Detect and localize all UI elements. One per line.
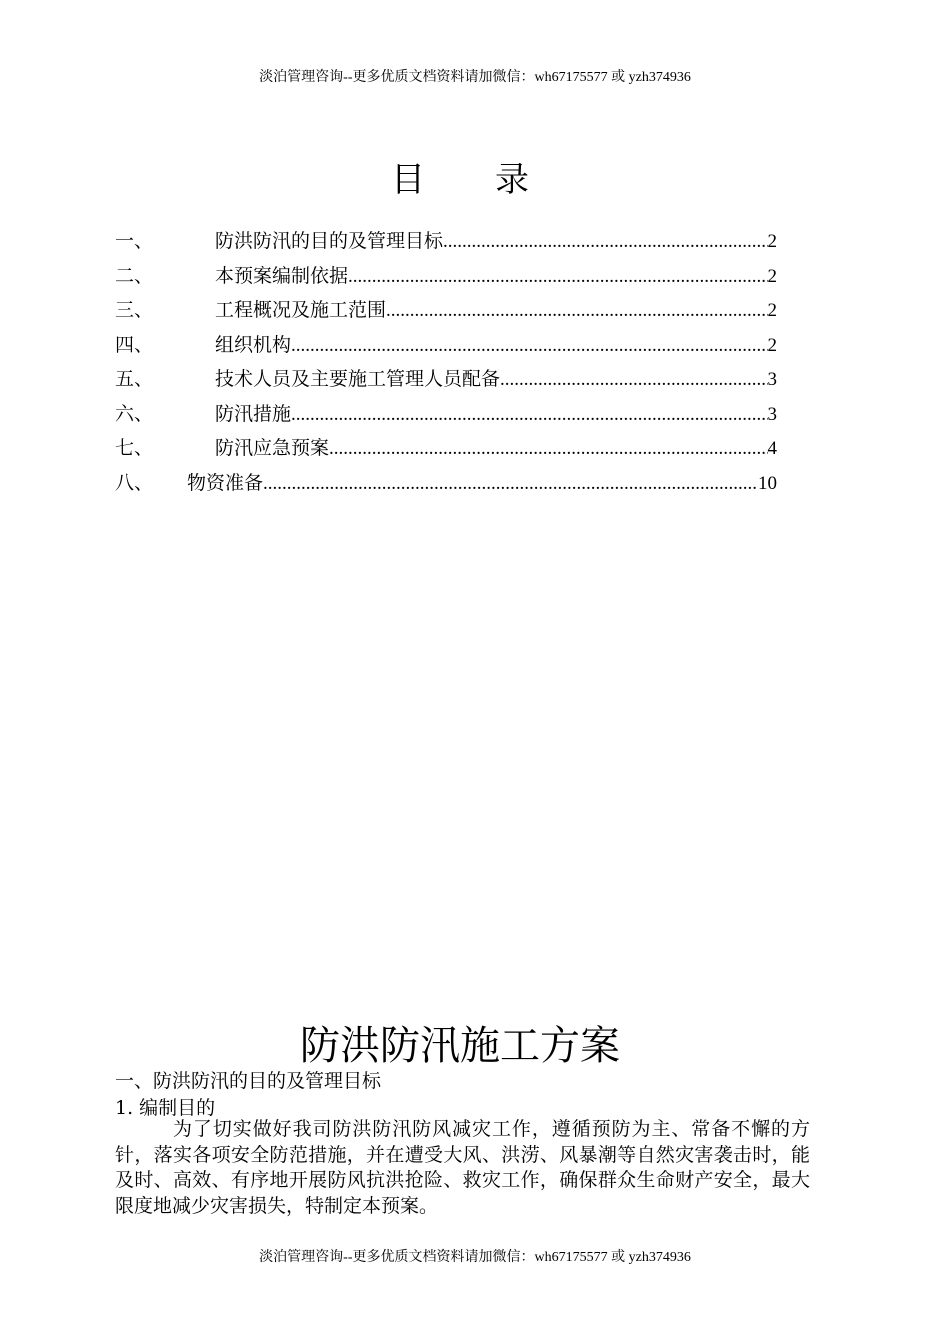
toc-entry-page: 4: [767, 438, 777, 459]
toc-entry-number: 二、: [115, 264, 154, 287]
toc-entry-text: 防洪防汛的目的及管理目标: [215, 230, 444, 252]
toc-entry-number: 七、: [115, 437, 154, 459]
toc-entry-leader: [386, 294, 767, 328]
toc-entry-page: 2: [767, 265, 777, 287]
toc-entry[interactable]: [115, 259, 777, 294]
toc-entry-text: 工程概况及施工范围: [215, 299, 387, 321]
toc-title-part1: 目: [391, 160, 425, 200]
toc-entry-leader: [329, 432, 767, 466]
toc-entry[interactable]: [115, 431, 777, 466]
toc-entry-page: 2: [767, 334, 777, 356]
toc-entry[interactable]: [115, 397, 777, 432]
toc-entry-text: 防汛措施: [215, 402, 292, 425]
toc-entry[interactable]: [115, 224, 777, 259]
toc-entry-number: 六、: [115, 402, 154, 425]
toc-entry-number: 五、: [115, 368, 154, 390]
toc-entry-number: 四、: [115, 333, 154, 356]
table-of-contents: [115, 224, 777, 500]
toc-entry-leader: [348, 260, 767, 294]
toc-entry-text: 技术人员及主要施工管理人员配备: [215, 368, 501, 390]
toc-entry-leader: [443, 225, 767, 259]
page-header: 淡泊管理咨询--更多优质文档资料请加微信：wh67175577 或 yzh374936: [259, 70, 691, 85]
toc-entry[interactable]: [115, 466, 777, 501]
toc-entry-page: 10: [758, 472, 777, 494]
toc-entry-page: 2: [767, 300, 777, 321]
toc-entry-text: 本预案编制依据: [215, 264, 349, 287]
toc-entry-number: 三、: [115, 299, 154, 321]
toc-entry[interactable]: [115, 328, 777, 363]
page-footer: 淡泊管理咨询--更多优质文档资料请加微信：wh67175577 或 yzh374936: [259, 1250, 691, 1265]
toc-entry-leader: [291, 398, 767, 432]
toc-entry-number: 一、: [115, 230, 154, 252]
section-heading: 一、防洪防汛的目的及管理目标: [115, 1070, 382, 1092]
toc-entry-text: 防汛应急预案: [215, 437, 330, 459]
toc-entry[interactable]: [115, 362, 777, 397]
toc-entry-page: 3: [767, 369, 777, 390]
toc-entry-text: 物资准备: [187, 471, 264, 494]
toc-title-part2: 录: [495, 160, 529, 200]
document-title: 防洪防汛施工方案: [300, 1023, 620, 1069]
body-paragraph: 为了切实做好我司防洪防汛防风减灾工作，遵循预防为主、常备不懈的方针，落实各项安全防范措施，并在遭受大风、洪涝、风暴潮等自然灾害袭击时，能及时、高效、有序地开展防风抗洪抢险、救灾工作，确保群众生命财产安全，最大限度地减少灾害损失，特制定本预案。: [115, 1118, 810, 1217]
toc-entry-text: 组织机构: [215, 333, 292, 356]
toc-entry-leader: [500, 363, 767, 397]
toc-entry-leader: [291, 329, 767, 363]
toc-entry[interactable]: [115, 293, 777, 328]
toc-entry-number: 八、: [115, 471, 154, 494]
toc-title: [0, 152, 920, 201]
toc-entry-page: 3: [767, 403, 777, 425]
subsection-heading: 1. 编制目的: [115, 1097, 216, 1119]
toc-entry-page: 2: [767, 231, 777, 252]
toc-entry-leader: [263, 467, 758, 501]
